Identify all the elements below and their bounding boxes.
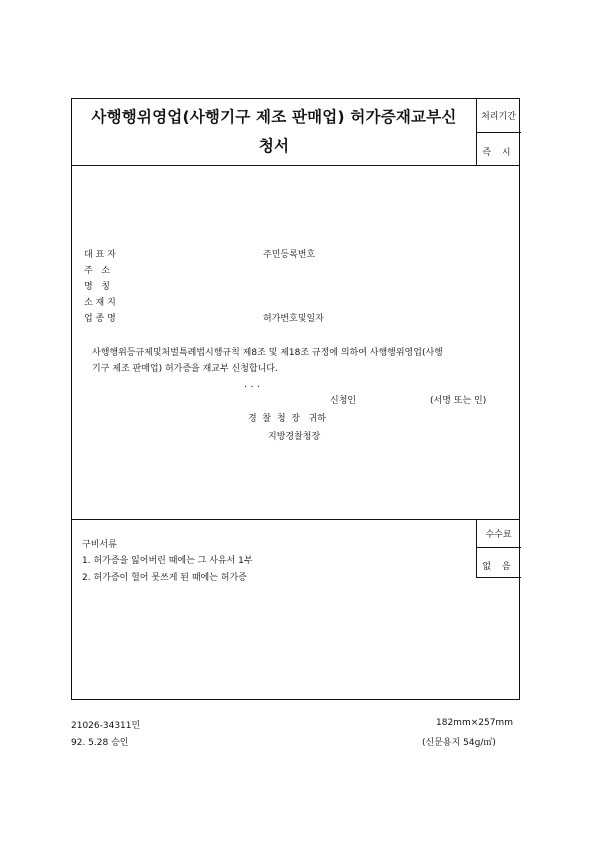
statement-line2: 기구 제조 판매업) 허가증을 재교부 신청합니다. [92,364,278,374]
name-label: 명 칭 [84,282,110,292]
fee-value: 없 음 [482,562,515,572]
application-form [71,98,520,700]
header-bottom-rule [72,165,519,166]
signature-note: (서명 또는 인) [430,396,487,406]
attachments-top-rule [72,519,519,520]
fee-bottom-rule [476,577,521,578]
form-title [72,103,476,161]
statement-line1: 사행행위등규제및처벌특례법시행규칙 제8조 및 제18조 규정에 의하여 사행행위영업(사행 [92,348,443,358]
address-label: 주 소 [84,266,110,276]
processing-divider [476,132,521,133]
permit-number-date-label: 허가번호및일자 [263,314,324,324]
form-code: 21026-34311민 [71,721,141,731]
date-placeholder: . . . [244,379,260,390]
paper-type: (신문용지 54g/㎡) [422,738,496,748]
processing-period-value: 즉 시 [482,148,515,158]
approval-date: 92. 5.28 승인 [71,738,129,748]
location-label: 소 재 지 [84,298,116,308]
processing-period-label: 처리기간 [481,112,516,122]
form-title-line2: 청서 [258,137,290,155]
paper-size: 182mm×257mm [436,718,513,728]
resident-number-label: 주민등록번호 [263,250,316,260]
business-type-label: 업 종 명 [84,314,116,324]
form-title-line1: 사행행위영업(사행기구 제조 판매업) 허가증재교부신 [91,108,457,126]
fee-mid-rule [476,547,521,548]
fee-label: 수수료 [485,530,512,540]
recipient-regional: 지방경찰청장 [268,432,321,442]
attachments-heading: 구비서류 [82,540,117,550]
attachment-item-2: 2. 허가증이 헐어 못쓰게 된 때에는 허가증 [82,573,247,583]
attachment-item-1: 1. 허가증을 잃어버린 때에는 그 사유서 1부 [82,556,253,566]
applicant-label: 신청인 [330,396,357,406]
representative-label: 대 표 자 [84,250,116,260]
application-statement [88,345,518,377]
recipient: 경 찰 청 장 귀하 [248,414,326,424]
